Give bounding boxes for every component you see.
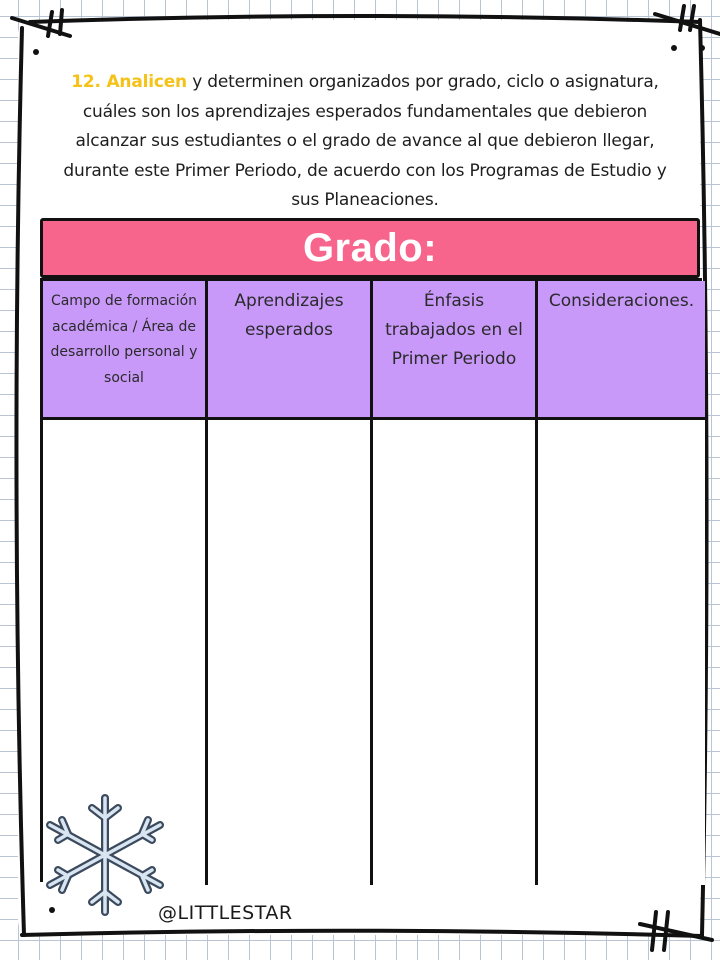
- header-enfasis: Énfasis trabajados en el Primer Periodo: [373, 281, 538, 420]
- input-cell-consideraciones[interactable]: [538, 420, 705, 885]
- snowflake-icon: [30, 790, 180, 920]
- instruction-text: [60, 68, 670, 216]
- author-credit: @LITTLESTAR: [158, 902, 293, 924]
- grade-label: Grado:: [302, 225, 438, 270]
- grade-bar: [40, 218, 700, 278]
- instruction-body: y determinen organizados por grado, ciclo o asignatura, cuáles son los aprendizajes esperados fundamentales que debieron alcanzar sus estudiantes o el grado de avance al que debieron llegar, durante este Primer Periodo, de acuerdo con los Programas de Estudio y sus Planeaciones.: [63, 72, 667, 210]
- header-consideraciones: Consideraciones.: [538, 281, 705, 420]
- header-aprendizajes: Aprendizajes esperados: [208, 281, 373, 420]
- input-cell-enfasis[interactable]: [373, 420, 538, 885]
- instruction-number: 12. Analicen: [71, 72, 187, 92]
- header-campo: Campo de formación académica / Área de desarrollo personal y social: [43, 281, 208, 420]
- input-cell-aprendizajes[interactable]: [208, 420, 373, 885]
